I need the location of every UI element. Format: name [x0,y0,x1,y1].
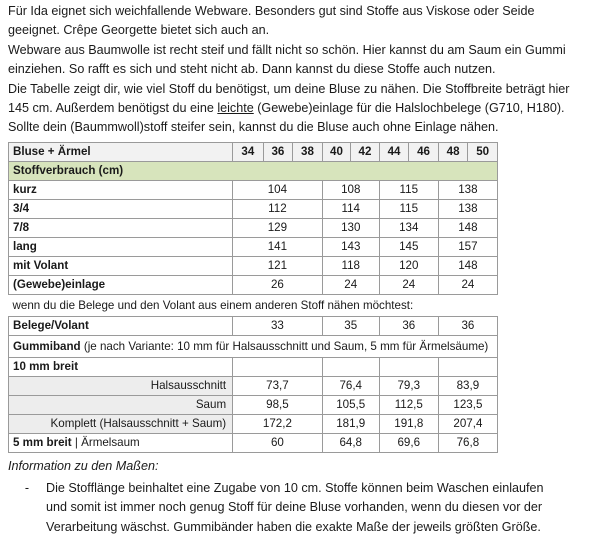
note-text: Die Stofflänge beinhaltet eine Zugabe von 10 cm. Stoffe können beim Waschen einlaufen und somit ist immer noch genug Stoff für deine Bluse vorhanden, wenn du diesen vor der Verarbeitung wäschst. Gummibänder haben die exakte Maße der jeweils größten Größe. [46,480,544,534]
cell-value: 79,3 [379,376,438,395]
row-label: 7/8 [9,218,233,237]
cell-value: 115 [379,199,438,218]
cell-value: 33 [233,316,323,335]
cell-value: 134 [379,218,438,237]
cell-value: 83,9 [438,376,497,395]
cell-value: 148 [438,218,497,237]
cell-value: 24 [438,275,497,294]
note-row [9,294,498,316]
row-label: mit Volant [9,256,233,275]
cell-value: 120 [379,256,438,275]
cell-value: 60 [233,433,323,452]
section-row [9,335,498,357]
row-label: 3/4 [9,199,233,218]
row-label: Belege/Volant [9,316,233,335]
section-title: Stoffverbrauch (cm) [9,161,498,180]
cell-empty [379,357,438,376]
fabric-consumption-table [8,142,498,453]
size-header: 36 [263,142,293,161]
intro-line: Sollte dein (Baummwoll)stoff steifer sein, kannst du die Bluse auch ohne Einlage nähen. [8,120,499,135]
table-row [9,414,498,433]
gummiband-label: Gummiband [13,339,81,353]
cell-value: 115 [379,180,438,199]
size-header: 50 [468,142,498,161]
row-label: Komplett (Halsausschnitt + Saum) [9,414,233,433]
cell-value: 138 [438,199,497,218]
cell-value: 24 [322,275,379,294]
gummiband-note: (je nach Variante: 10 mm für Halsausschnitt und Saum, 5 mm für Ärmelsäume) [80,339,489,353]
size-header: 48 [438,142,468,161]
row-label: Saum [9,395,233,414]
size-header: 42 [351,142,380,161]
cell-value: 112,5 [379,395,438,414]
cell-value: 76,4 [322,376,379,395]
table-row [9,199,498,218]
cell-value: 130 [322,218,379,237]
cell-value: 36 [379,316,438,335]
cell-value: 35 [322,316,379,335]
info-heading: Information zu den Maßen: [8,458,159,473]
table-row [9,237,498,256]
cell-value: 98,5 [233,395,323,414]
intro-text-part: (Gewebe)einlage für die Halslochbelege (G710, H180). [253,101,565,116]
other-fabric-note: wenn du die Belege und den Volant aus einem anderen Stoff nähen möchtest: [9,294,498,316]
cell-value: 121 [233,256,323,275]
note-item [8,479,592,537]
cell-empty [233,357,323,376]
size-header: 44 [379,142,409,161]
cell-value: 104 [233,180,323,199]
cell-value: 73,7 [233,376,323,395]
cell-value: 123,5 [438,395,497,414]
row-label: (Gewebe)einlage [9,275,233,294]
table-row [9,316,498,335]
intro-text [8,2,592,138]
table-row [9,376,498,395]
row-label: lang [9,237,233,256]
cell-empty [438,357,497,376]
intro-line: Für Ida eignet sich weichfallende Webware. Besonders gut sind Stoffe aus Viskose oder Seide [8,4,535,18]
five-mm-sub: | Ärmelsaum [71,436,140,450]
cell-value: 207,4 [438,414,497,433]
cell-value: 191,8 [379,414,438,433]
intro-line: Die Tabelle zeigt dir, wie viel Stoff du benötigst, um deine Bluse zu nähen. Die Stoffbreite beträgt hier [8,81,570,96]
row-label [9,433,233,452]
cell-value: 172,2 [233,414,323,433]
gummiband-title [9,335,498,357]
cell-value: 157 [438,237,497,256]
table-row [9,433,498,452]
table-header-row [9,142,498,161]
size-header: 38 [293,142,323,161]
intro-text-part: 145 cm. Außerdem benötigst du eine [8,101,218,116]
size-header: 34 [233,142,264,161]
row-label: 10 mm breit [9,357,233,376]
intro-line [8,99,592,118]
cell-value: 138 [438,180,497,199]
cell-value: 143 [322,237,379,256]
cell-value: 141 [233,237,323,256]
intro-line: geeignet. Crêpe Georgette bietet sich auch an. [8,23,270,38]
size-header: 40 [322,142,351,161]
row-label: kurz [9,180,233,199]
cell-value: 69,6 [379,433,438,452]
list-dash: - [24,480,30,495]
size-header: 46 [409,142,439,161]
cell-value: 118 [322,256,379,275]
table-row [9,357,498,376]
table-row [9,180,498,199]
cell-value: 129 [233,218,323,237]
table-row [9,275,498,294]
table-row [9,218,498,237]
cell-value: 112 [233,199,323,218]
cell-value: 24 [379,275,438,294]
cell-value: 145 [379,237,438,256]
section-row [9,161,498,180]
cell-value: 64,8 [322,433,379,452]
cell-empty [322,357,379,376]
cell-value: 108 [322,180,379,199]
cell-value: 105,5 [322,395,379,414]
cell-value: 76,8 [438,433,497,452]
underlined-word: leichte [217,101,254,116]
intro-line: Webware aus Baumwolle ist recht steif und fällt nicht so schön. Hier kannst du am Saum ein Gummi [8,42,566,57]
table-row [9,256,498,275]
header-label: Bluse + Ärmel [9,142,233,161]
cell-value: 181,9 [322,414,379,433]
cell-value: 114 [322,199,379,218]
cell-value: 148 [438,256,497,275]
cell-value: 26 [233,275,323,294]
cell-value: 36 [438,316,497,335]
intro-line: einziehen. So rafft es sich und steht nicht ab. Dann kannst du diese Stoffe auch nutzen. [8,62,496,77]
row-label: Halsausschnitt [9,376,233,395]
table-row [9,395,498,414]
five-mm-label: 5 mm breit [13,436,72,450]
